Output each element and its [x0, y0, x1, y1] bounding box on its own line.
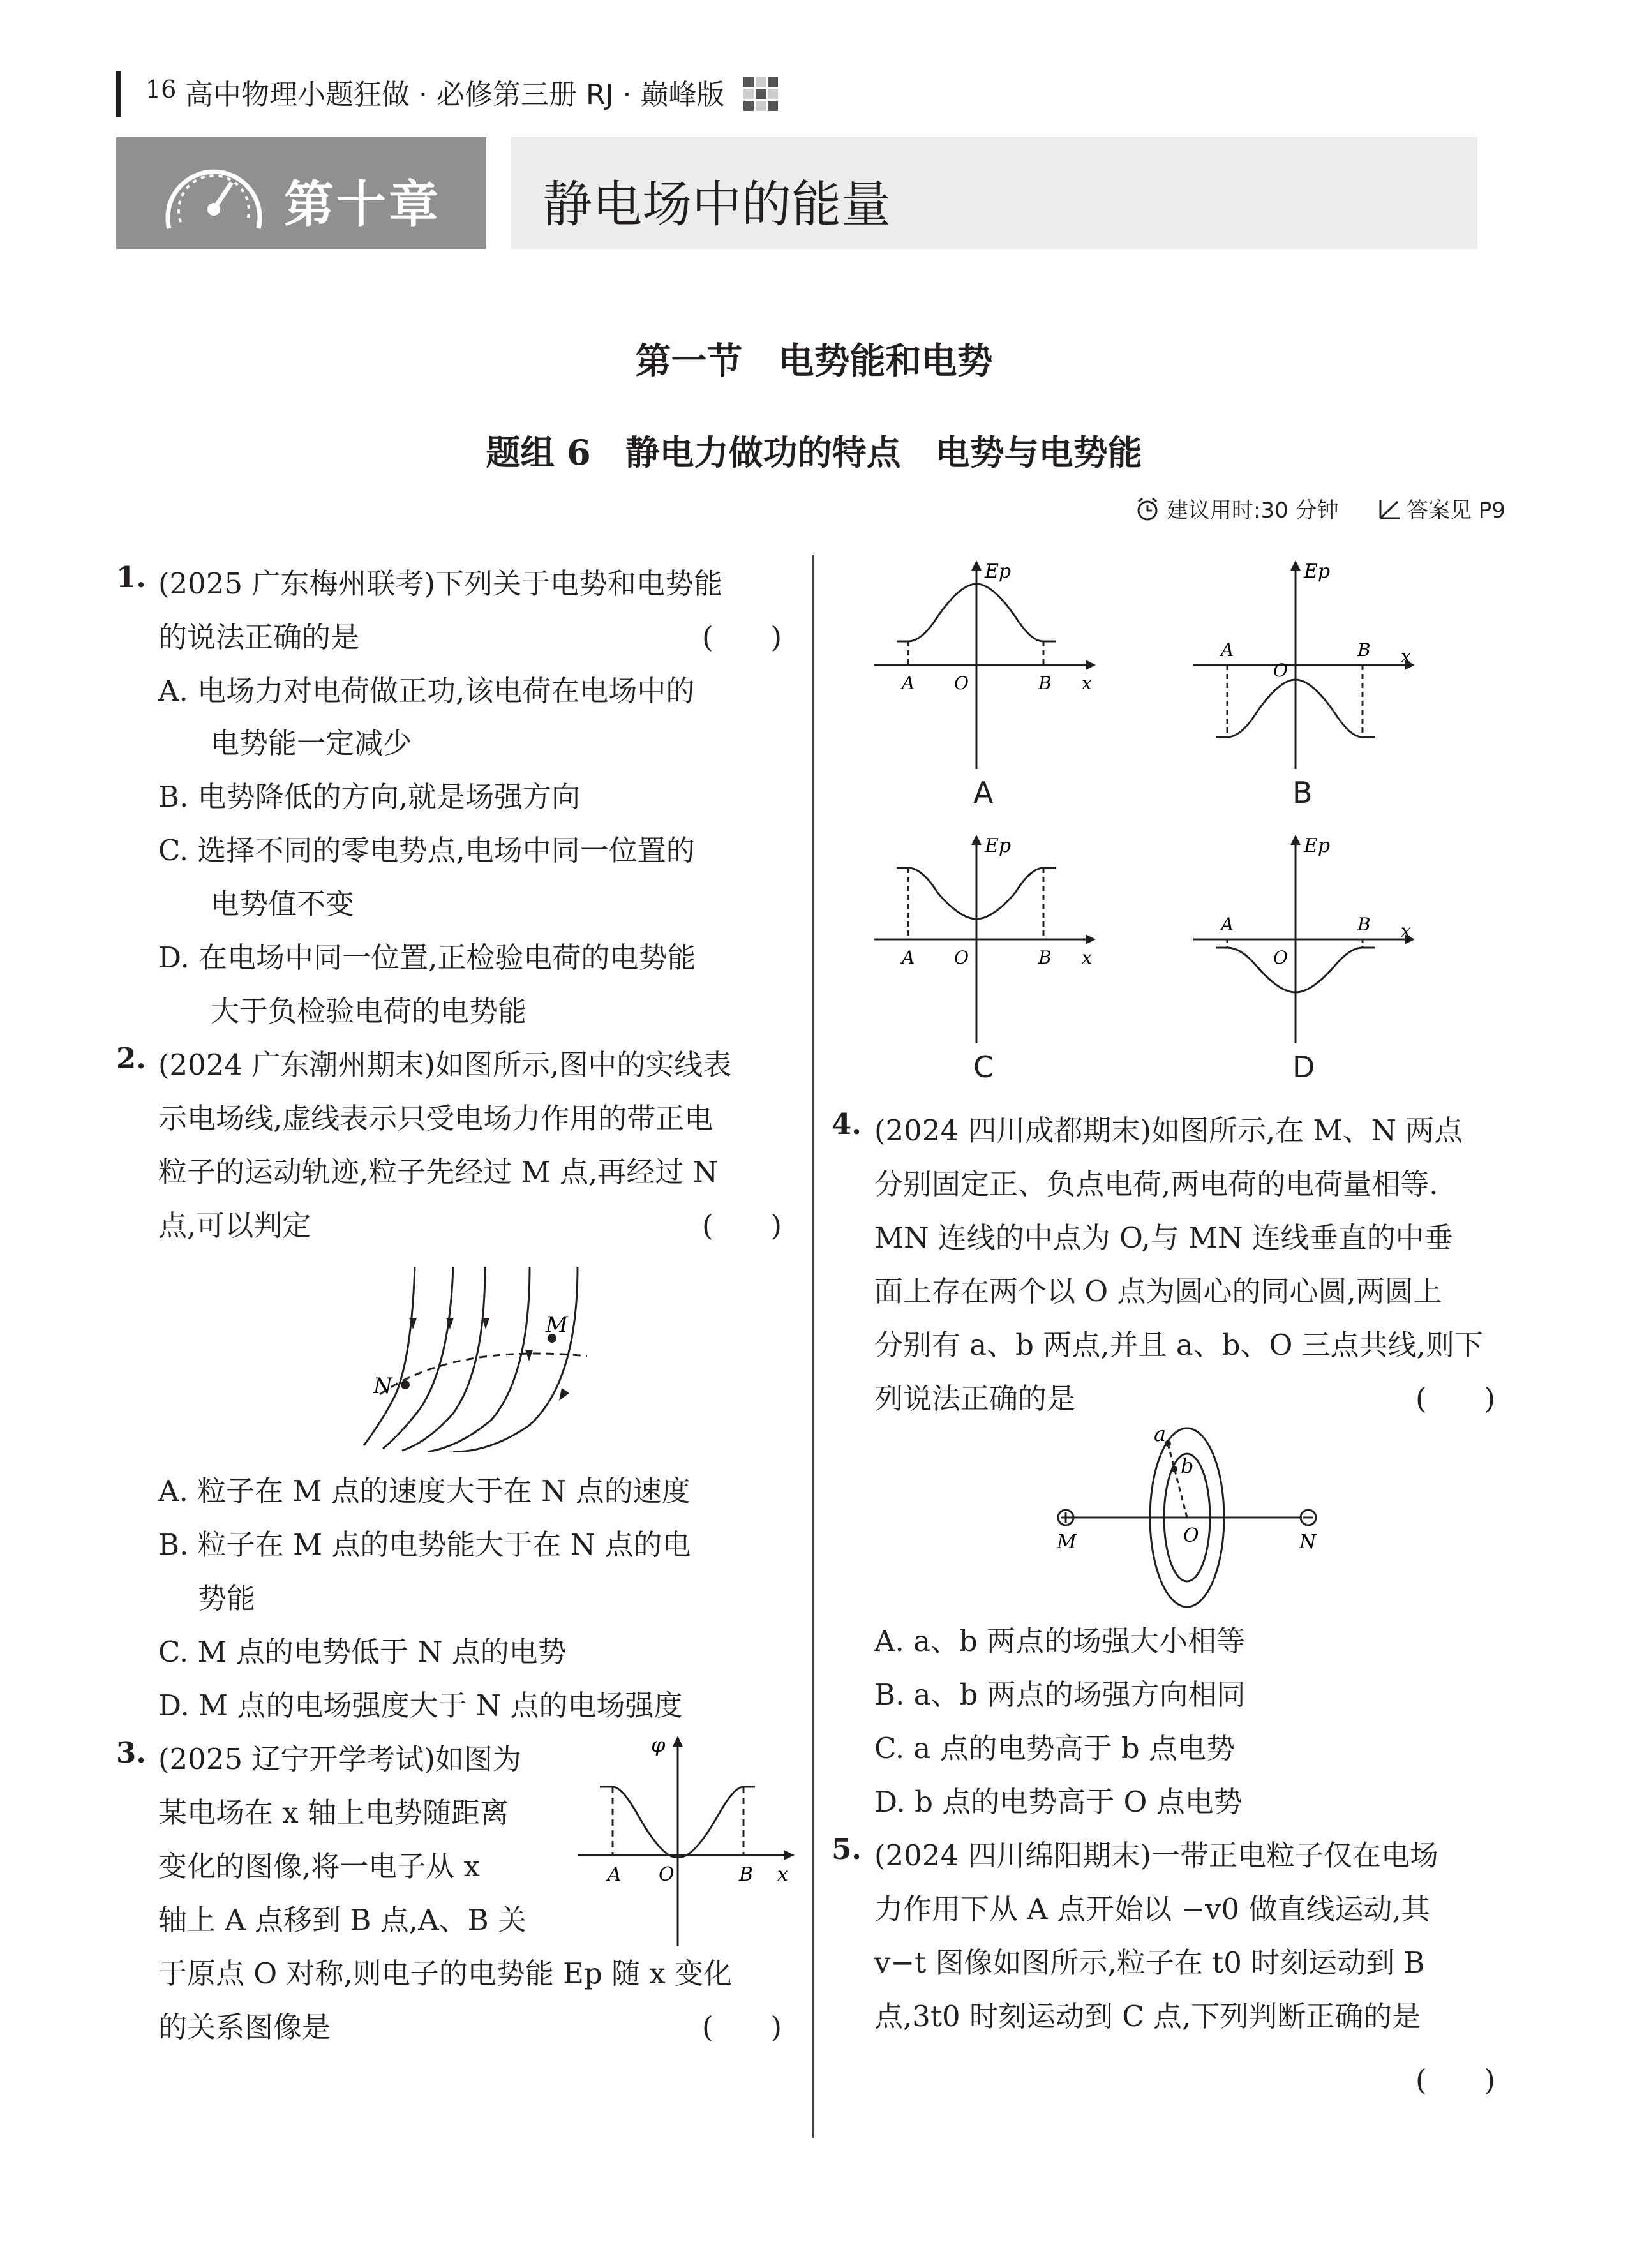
q2-label-m: M: [546, 1312, 568, 1338]
q2-stem-line2: 示电场线,虚线表示只受电场力作用的带正电: [158, 1101, 713, 1135]
q3-option-d-caption: D: [1292, 1050, 1315, 1084]
q3-option-b-graph: [1190, 555, 1420, 772]
q3-axis-phi: φ: [651, 1733, 666, 1757]
q4-option-b: B. a、b 两点的场强方向相同: [874, 1678, 1246, 1712]
q2-label-n: N: [373, 1373, 392, 1399]
opt-a-axis-x: x: [1082, 673, 1092, 694]
q1-option-c-cont: 电势值不变: [211, 887, 355, 921]
answer-ref-icon: [1377, 498, 1403, 521]
q4-option-a: A. a、b 两点的场强大小相等: [874, 1624, 1246, 1658]
opt-d-axis-x: x: [1401, 920, 1411, 941]
q3-option-a-caption: A: [973, 775, 994, 810]
opt-b-label-b: B: [1357, 639, 1371, 660]
q5-stem-line2: 力作用下从 A 点开始以 −v0 做直线运动,其: [874, 1892, 1430, 1926]
q3-label-b: B: [739, 1863, 754, 1886]
q3-stem-line2: 某电场在 x 轴上电势随距离: [158, 1796, 509, 1830]
opt-b-label-a: A: [1221, 639, 1234, 660]
opt-a-label-b: B: [1038, 673, 1052, 694]
suggested-time: 建议用时:30 分钟: [1167, 498, 1339, 523]
q4-label-n: N: [1299, 1531, 1317, 1553]
opt-c-label-b: B: [1038, 947, 1052, 968]
q3-answer-paren: ( ): [702, 2010, 782, 2044]
q1-option-d: D. 在电场中同一位置,正检验电荷的电势能: [158, 941, 696, 974]
opt-c-label-a: A: [902, 947, 915, 968]
q1-option-c: C. 选择不同的零电势点,电场中同一位置的: [158, 833, 695, 867]
group-title: 题组 6 静电力做功的特点 电势与电势能: [486, 432, 1142, 473]
opt-d-axis-ep: Ep: [1304, 835, 1331, 857]
q4-option-d: D. b 点的电势高于 O 点电势: [874, 1785, 1243, 1819]
q2-field-lines-figure: [357, 1260, 613, 1452]
q2-option-a: A. 粒子在 M 点的速度大于在 N 点的速度: [158, 1474, 691, 1508]
q2-option-c: C. M 点的电势低于 N 点的电势: [158, 1635, 567, 1669]
q4-stem-line4: 面上存在两个以 O 点为圆心的同心圆,两圆上: [874, 1274, 1442, 1308]
q3-potential-graph: [574, 1733, 798, 1950]
q4-label-a: a: [1154, 1423, 1167, 1446]
q5-answer-paren: ( ): [1415, 2063, 1496, 2097]
q3-stem-line1: (2025 辽宁开学考试)如图为: [158, 1742, 521, 1776]
speedometer-icon: [156, 145, 271, 241]
q5-stem-line4: 点,3t0 时刻运动到 C 点,下列判断正确的是: [874, 1999, 1421, 2033]
q3-option-c-graph: [871, 830, 1101, 1047]
q3-option-c-caption: C: [973, 1050, 994, 1084]
q3-axis-x: x: [777, 1863, 788, 1886]
q3-stem-line6: 的关系图像是: [158, 2010, 331, 2044]
q4-label-m: M: [1057, 1531, 1077, 1553]
q3-label-a: A: [608, 1863, 622, 1886]
q5-number: 5.: [832, 1832, 862, 1866]
clock-icon: [1135, 496, 1160, 522]
q1-option-b: B. 电势降低的方向,就是场强方向: [158, 780, 580, 814]
opt-c-label-o: O: [954, 947, 969, 968]
opt-d-label-o: O: [1273, 947, 1288, 968]
q2-option-b: B. 粒子在 M 点的电势能大于在 N 点的电: [158, 1528, 691, 1562]
q1-option-a-cont: 电势能一定减少: [211, 726, 412, 760]
q2-stem-line4: 点,可以判定: [158, 1209, 311, 1242]
book-title: 高中物理小题狂做 · 必修第三册 RJ · 巅峰版: [185, 78, 725, 111]
opt-c-axis-x: x: [1082, 947, 1092, 968]
q2-option-b-cont: 势能: [198, 1581, 256, 1615]
q1-option-a: A. 电场力对电荷做正功,该电荷在电场中的: [158, 674, 695, 708]
q2-number: 2.: [116, 1041, 146, 1075]
q2-stem-line3: 粒子的运动轨迹,粒子先经过 M 点,再经过 N: [158, 1155, 718, 1189]
page-number: 16: [146, 75, 177, 103]
q4-number: 4.: [832, 1107, 862, 1141]
q3-option-d-graph: [1190, 830, 1420, 1047]
q4-stem-line2: 分别固定正、负点电荷,两电荷的电荷量相等.: [874, 1167, 1438, 1201]
q3-stem-line4: 轴上 A 点移到 B 点,A、B 关: [158, 1903, 526, 1937]
q3-number: 3.: [116, 1736, 146, 1770]
q4-charges-figure: [1047, 1423, 1327, 1615]
opt-a-label-a: A: [902, 673, 915, 694]
q1-number: 1.: [116, 560, 146, 594]
q2-stem-line1: (2024 广东潮州期末)如图所示,图中的实线表: [158, 1048, 732, 1082]
q3-stem-line3: 变化的图像,将一电子从 x: [158, 1849, 480, 1883]
grid-icon: [743, 77, 778, 111]
opt-d-label-b: B: [1357, 914, 1371, 935]
q4-stem-line3: MN 连线的中点为 O,与 MN 连线垂直的中垂: [874, 1221, 1453, 1255]
q1-answer-paren: ( ): [702, 620, 782, 654]
section-title: 第一节 电势能和电势: [635, 341, 993, 382]
chapter-number: 第十章: [284, 176, 442, 234]
q2-option-d: D. M 点的电场强度大于 N 点的电场强度: [158, 1689, 683, 1722]
q3-stem-line5: 于原点 O 对称,则电子的电势能 Ep 随 x 变化: [158, 1957, 733, 1990]
q3-option-a-graph: [871, 555, 1101, 772]
opt-b-label-o: O: [1273, 660, 1288, 681]
q4-label-o: O: [1183, 1525, 1199, 1547]
header-bar: [116, 71, 121, 117]
opt-d-label-a: A: [1221, 914, 1234, 935]
q4-answer-paren: ( ): [1415, 1382, 1496, 1415]
opt-b-axis-ep: Ep: [1304, 560, 1331, 583]
q3-label-o: O: [659, 1863, 675, 1886]
q4-stem-line1: (2024 四川成都期末)如图所示,在 M、N 两点: [874, 1114, 1463, 1147]
opt-c-axis-ep: Ep: [985, 835, 1012, 857]
q1-option-d-cont: 大于负检验电荷的电势能: [211, 994, 527, 1028]
q4-label-b: b: [1181, 1454, 1194, 1478]
q1-stem-line1: (2025 广东梅州联考)下列关于电势和电势能: [158, 567, 722, 601]
q5-stem-line1: (2024 四川绵阳期末)一带正电粒子仅在电场: [874, 1839, 1438, 1872]
answer-ref: 答案见 P9: [1407, 498, 1505, 523]
q3-option-b-caption: B: [1292, 775, 1313, 810]
opt-b-axis-x: x: [1401, 646, 1411, 667]
q5-stem-line3: v−t 图像如图所示,粒子在 t0 时刻运动到 B: [874, 1946, 1425, 1980]
q1-stem-line2: 的说法正确的是: [158, 620, 360, 654]
chapter-title: 静电场中的能量: [542, 176, 892, 234]
opt-a-axis-ep: Ep: [985, 560, 1012, 583]
q4-stem-line6: 列说法正确的是: [874, 1382, 1076, 1415]
q4-stem-line5: 分别有 a、b 两点,并且 a、b、O 三点共线,则下: [874, 1328, 1483, 1362]
q4-option-c: C. a 点的电势高于 b 点电势: [874, 1731, 1235, 1765]
q2-answer-paren: ( ): [702, 1209, 782, 1242]
opt-a-label-o: O: [954, 673, 969, 694]
column-divider: [812, 555, 814, 2138]
